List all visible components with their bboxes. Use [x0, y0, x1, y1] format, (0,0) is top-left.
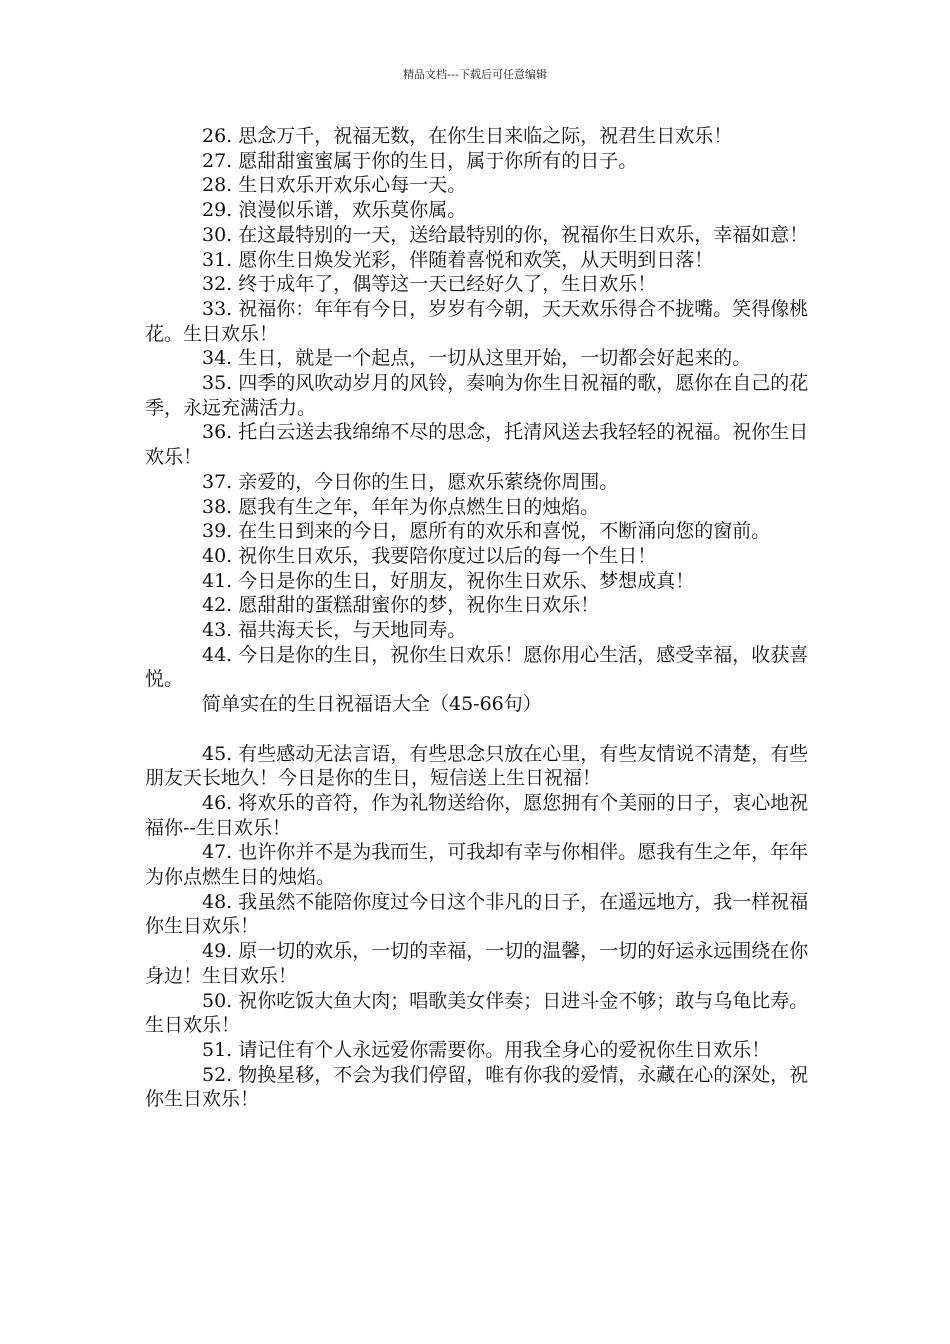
list-item: 51. 请记住有个人永远爱你需要你。用我全身心的爱祝你生日欢乐！ — [202, 1039, 771, 1061]
list-item: 47. 也许你并不是为我而生，可我却有幸与你相伴。愿我有生之年，年年为你点燃生日的烛焰。 — [145, 841, 809, 889]
list-item: 41. 今日是你的生日，好朋友，祝你生日欢乐、梦想成真！ — [202, 569, 695, 592]
document-body — [145, 124, 815, 1112]
list-item: 28. 生日欢乐开欢乐心每一天。 — [202, 174, 467, 197]
list-item: 43. 福共海天长，与天地同寿。 — [202, 619, 467, 642]
list-item: 32. 终于成年了，偶等这一天已经好久了，生日欢乐！ — [202, 273, 657, 296]
list-item: 39. 在生日到来的今日，愿所有的欢乐和喜悦，不断涌向您的窗前。 — [202, 520, 771, 543]
list-item: 34. 生日，就是一个起点，一切从这里开始，一切都会好起来的。 — [202, 347, 752, 370]
list-item: 36. 托白云送去我绵绵不尽的思念，托清风送去我轻轻的祝福。祝你生日欢乐！ — [145, 421, 809, 469]
list-item: 35. 四季的风吹动岁月的风铃，奏响为你生日祝福的歌，愿你在自己的花季，永远充满活力。 — [145, 372, 809, 419]
list-item: 31. 愿你生日焕发光彩，伴随着喜悦和欢笑，从天明到日落！ — [202, 248, 714, 271]
list-item: 52. 物换星移，不会为我们停留，唯有你我的爱情，永藏在心的深处，祝你生日欢乐！ — [145, 1063, 809, 1111]
list-item: 26. 思念万千，祝福无数，在你生日来临之际，祝君生日欢乐！ — [202, 125, 733, 147]
list-item: 49. 原一切的欢乐，一切的幸福，一切的温馨，一切的好运永远围绕在你身边！生日欢乐！ — [145, 940, 809, 987]
list-item: 40. 祝你生日欢乐，我要陪你度过以后的每一个生日！ — [202, 544, 657, 567]
list-item: 50. 祝你吃饭大鱼大肉；唱歌美女伴奏；日进斗金不够；敢与乌龟比寿。生日欢乐！ — [145, 989, 809, 1037]
list-item: 29. 浪漫似乐谱，欢乐莫你属。 — [202, 199, 467, 222]
list-item: 27. 愿甜甜蜜蜜属于你的生日，属于你所有的日子。 — [202, 149, 638, 172]
list-item: 42. 愿甜甜的蛋糕甜蜜你的梦，祝你生日欢乐！ — [202, 594, 600, 617]
list-item: 48. 我虽然不能陪你度过今日这个非凡的日子，在遥远地方，我一样祝福你生日欢乐！ — [145, 890, 809, 938]
list-item: 45. 有些感动无法言语，有些思念只放在心里，有些友情说不清楚，有些朋友天长地久！今日是你的生日，短信送上生日祝福！ — [145, 742, 809, 790]
list-item: 33. 祝福你：年年有今日，岁岁有今朝，天天欢乐得合不拢嘴。笑得像桃花。生日欢乐！ — [145, 297, 809, 345]
list-item: 46. 将欢乐的音符，作为礼物送给你，愿您拥有个美丽的日子，衷心地祝福你--生日欢乐！ — [145, 791, 809, 839]
page-header: 精品文档---下载后可任意编辑 — [403, 68, 547, 81]
list-item: 30. 在这最特别的一天，送给最特别的你，祝福你生日欢乐，幸福如意！ — [202, 223, 809, 246]
list-item: 44. 今日是你的生日，祝你生日欢乐！愿你用心生活，感受幸福，收获喜悦。 — [145, 643, 809, 691]
list-item: 38. 愿我有生之年，年年为你点燃生日的烛焰。 — [202, 495, 600, 518]
section-title: 简单实在的生日祝福语大全（45-66句） — [202, 693, 542, 716]
list-item: 37. 亲爱的，今日你的生日，愿欢乐萦绕你周围。 — [202, 470, 619, 493]
